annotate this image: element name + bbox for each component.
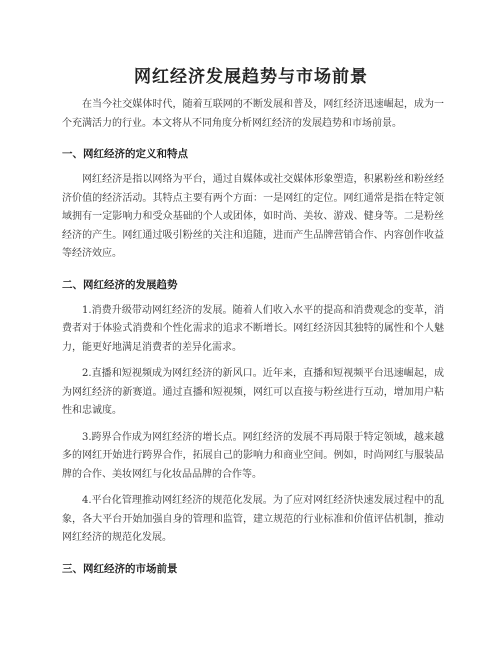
- section-2-paragraph-2: 2.直播和短视频成为网红经济的新风口。近年来，直播和短视频平台迅速崛起，成为网红经济的新赛道。通过直播和短视频，网红可以直接与粉丝进行互动，增加用户粘性和忠诚度。: [62, 368, 444, 416]
- document-title: 网红经济发展趋势与市场前景: [134, 67, 368, 87]
- section-heading-3: 三、网红经济的市场前景: [62, 562, 178, 575]
- section-heading-1: 一、网红经济的定义和特点: [62, 148, 188, 160]
- intro-paragraph: 在当今社交媒体时代，随着互联网的不断发展和普及，网红经济迅速崛起，成为一个充满活力的行业。本文将从不同角度分析网红经济的发展趋势和市场前景。: [62, 99, 444, 129]
- section-2-paragraph-3: 3.跨界合作成为网红经济的增长点。网红经济的发展不再局限于特定领域，越来越多的网红开始进行跨界合作，拓展自己的影响力和商业空间。例如，时尚网红与服装品牌的合作、美妆网红与化妆品品牌的合作等。: [62, 431, 444, 480]
- section-2-paragraph-4: 4.平台化管理推动网红经济的规范化发展。为了应对网红经济快速发展过程中的乱象，各大平台开始加强自身的管理和监管，建立规范的行业标准和价值评估机制，推动网红经济的规范化发展。: [62, 495, 444, 543]
- document-body: [62, 96, 444, 578]
- section-1-paragraph-1: 网红经济是指以网络为平台，通过自媒体或社交媒体形象塑造，积累粉丝和粉丝经济价值的经济活动。其特点主要有两个方面：一是网红的定位。网红通常是指在特定领域拥有一定影响力和受众基础的个人或团体，如时尚、美妆、游戏、健身等。二是粉丝经济的产生。网红通过吸引粉丝的关注和追随，进而产生品牌营销合作、内容创作收益等经济效应。: [62, 174, 444, 259]
- section-heading-2: 二、网红经济的发展趋势: [62, 278, 178, 291]
- section-2-paragraph-1: 1.消费升级带动网红经济的发展。随着人们收入水平的提高和消费观念的变革，消费者对于体验式消费和个性化需求的追求不断增长。网红经济因其独特的属性和个人魅力，能更好地满足消费者的差异化需求。: [62, 304, 444, 353]
